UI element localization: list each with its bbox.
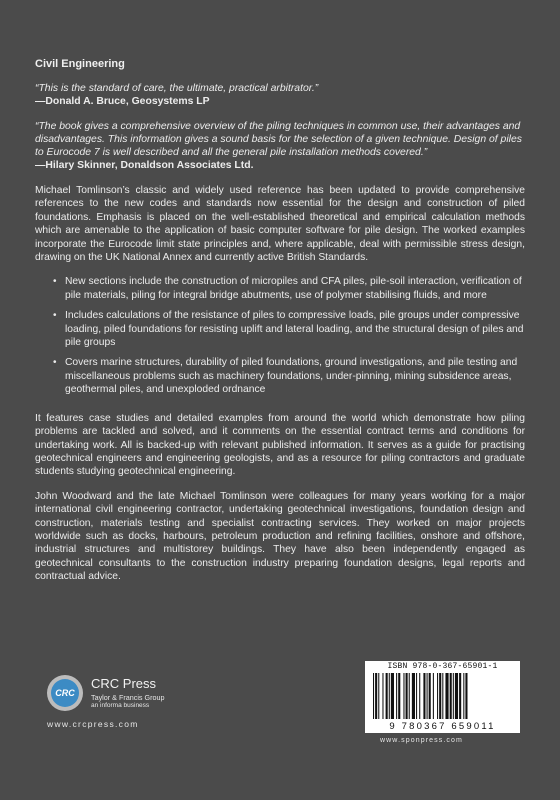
intro-paragraph: Michael Tomlinson’s classic and widely used reference has been updated to provide comprehensive references to the new codes and standards now essential for the design and construction of piled foundations. Emphasis is placed on the well-established theoretical and empirical calculation methods which are amenable to the application of basic computer software for pile design. The worked examples incorporate the Eurocode limit state principles and, where applicable, deal with permissible stress design, drawing on the UK National Annex and currently active British Standards. (35, 185, 525, 264)
spon-website: www.sponpress.com (380, 737, 463, 744)
barcode-bar (433, 673, 434, 719)
barcode-bar (442, 673, 443, 719)
barcode-bar (412, 673, 415, 719)
barcode-bar (463, 673, 464, 719)
feature-text: Covers marine structures, durability of piled foundations, ground investigations, and pile testing and miscellaneous problems such as machinery foundations, under-pinning, mining subsidence areas, geothermal piles, and unexploded ordnance (65, 357, 518, 396)
barcode-bar (409, 673, 410, 719)
barcode-bar (396, 673, 397, 719)
barcode-bar (389, 673, 390, 719)
publisher-name: CRC Press (91, 676, 157, 691)
cover-footer (35, 655, 525, 755)
category-label: Civil Engineering (35, 58, 125, 70)
publisher-group: Taylor & Francis Group (91, 693, 165, 702)
barcode-bar (382, 673, 383, 719)
feature-text: New sections include the construction of micropiles and CFA piles, pile-soil interaction, verification of pile materials, piling for integral bridge abutments, use of polymer stabilising fluids, and more (65, 276, 522, 301)
quote-attribution: —Donald A. Bruce, Geosystems LP (35, 96, 210, 107)
crc-logo-icon (47, 675, 83, 711)
bullet-icon: • (53, 310, 57, 322)
barcode-bar (386, 673, 388, 719)
barcode-bar (375, 673, 377, 719)
back-cover-text (35, 58, 525, 595)
isbn-label: ISBN 978-0-367-65901-1 (387, 662, 498, 671)
barcode-bar (439, 673, 441, 719)
barcode-bar (445, 673, 448, 719)
quote-attribution: —Hilary Skinner, Donaldson Associates Ltd. (35, 160, 254, 171)
barcode-bar (398, 673, 400, 719)
review-quote-2 (35, 120, 525, 172)
review-quote-1 (35, 82, 525, 108)
barcode-bar (459, 673, 461, 719)
barcode-number: 9 780367 659011 (389, 721, 496, 732)
barcode-bars (373, 673, 512, 719)
crc-logo-letters: CRC (51, 679, 79, 707)
quote-text: “The book gives a comprehensive overview of the piling techniques in common use, their advantages and disadvantages. This information gives a sound basis for the selection of a given technique. Design of piles to Eurocode 7 is well described and all the general pile installation methods covered.” (35, 121, 522, 158)
publisher-website: www.crcpress.com (47, 719, 139, 729)
barcode-bar (391, 673, 394, 719)
barcode-bar (453, 673, 454, 719)
bullet-icon: • (53, 276, 57, 288)
barcode-bar (427, 673, 428, 719)
barcode-bar (378, 673, 379, 719)
feature-item (53, 309, 525, 349)
case-studies-paragraph: It features case studies and detailed examples from around the world which demonstrate how piling problems are tackled and solved, and it comments on the essential contract terms and conditions for undertaking work. All is backed-up with relevant published information. It serves as a guide for practising geotechnical engineers and engineering geologists, and as a resource for piling contractors and graduate students studying geotechnical engineering. (35, 412, 525, 478)
barcode-bar (406, 673, 408, 719)
crc-press-logo (47, 675, 187, 715)
isbn-barcode (365, 661, 520, 733)
barcode-bar (419, 673, 420, 719)
barcode-bar (465, 673, 467, 719)
bullet-icon: • (53, 357, 57, 369)
authors-paragraph: John Woodward and the late Michael Tomlinson were colleagues for many years working for a major international civil engineering contractor, undertaking geotechnical investigations, foundation design and construction, materials testing and specialist contracting services. They worked on major projects worldwide such as docks, harbours, petroleum production and refining facilities, onshore and offshore, industrial structures and multistorey buildings. They have also been independently engaged as geotechnical consultants to the construction industry preparing foundation designs, legal reports and contractual advice. (35, 490, 525, 583)
feature-item (53, 356, 525, 396)
barcode-bar (416, 673, 417, 719)
barcode-bar (429, 673, 431, 719)
barcode-bar (423, 673, 425, 719)
publisher-business: an informa business (91, 702, 150, 709)
barcode-bar (437, 673, 438, 719)
feature-text: Includes calculations of the resistance of piles to compressive loads, pile groups under compressive loading, piled foundations for resisting uplift and lateral loading, and the structural design of piles and pile groups (65, 310, 524, 349)
quote-text: “This is the standard of care, the ultimate, practical arbitrator.” (35, 83, 319, 94)
barcode-bar (455, 673, 458, 719)
feature-item (53, 275, 525, 302)
barcode-bar (373, 673, 374, 719)
barcode-bar (403, 673, 404, 719)
feature-list (35, 275, 525, 396)
barcode-bar (450, 673, 452, 719)
